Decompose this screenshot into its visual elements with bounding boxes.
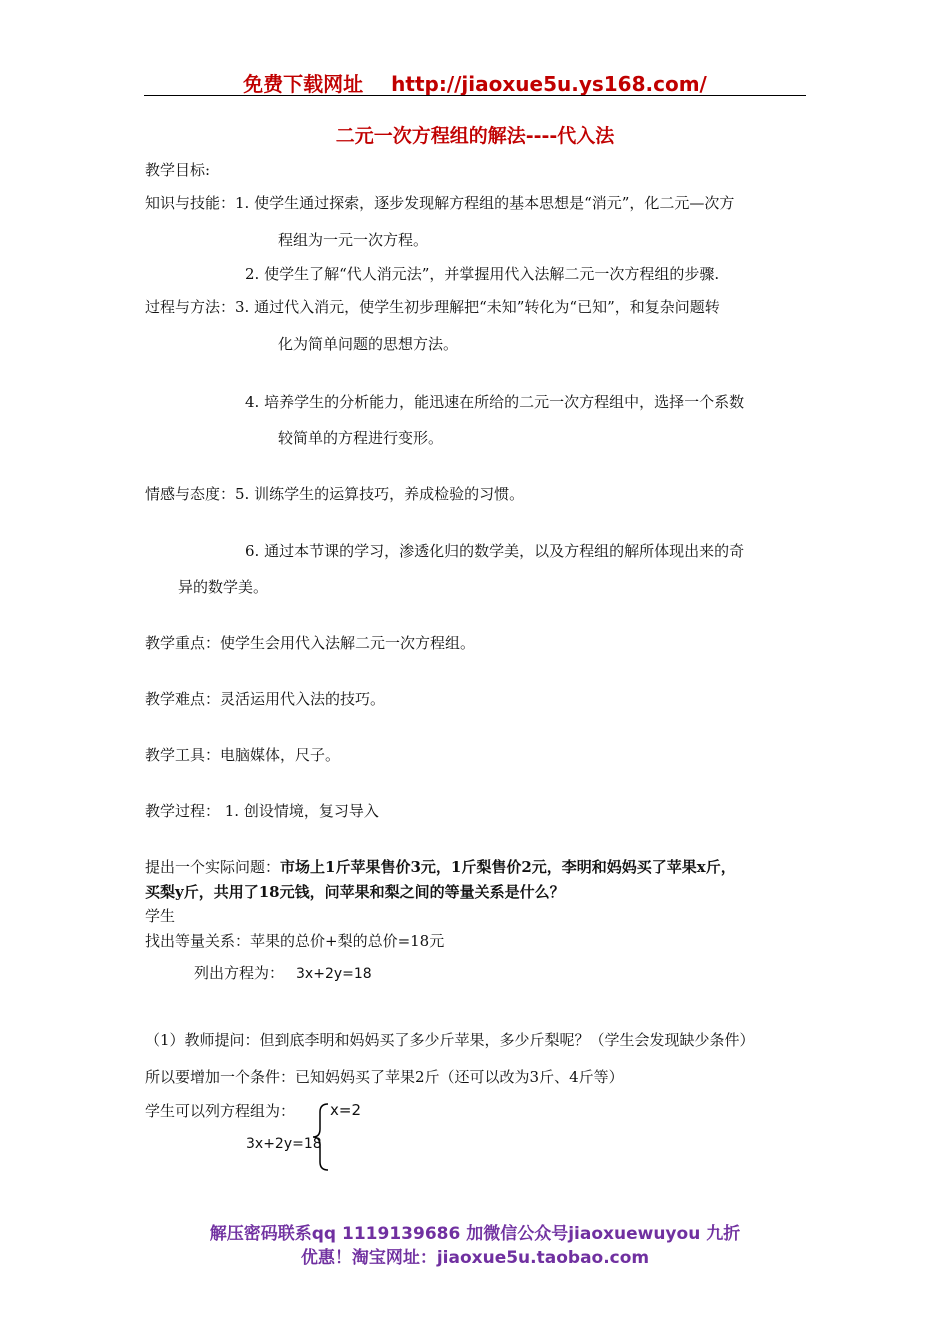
equality-relation: 找出等量关系：苹果的总价+梨的总价=18元 — [145, 932, 445, 950]
process-goal-4a: 4. 培养学生的分析能力，能迅速在所给的二元一次方程组中，选择一个系数 — [245, 393, 745, 411]
student-label: 学生 — [145, 907, 176, 925]
process-goal-3b: 化为简单问题的思想方法。 — [278, 335, 459, 353]
key-point: 教学重点：使学生会用代入法解二元一次方程组。 — [145, 634, 476, 652]
equation-line — [194, 963, 372, 984]
attitude-goal-6a: 6. 通过本节课的学习，渗透化归的数学美，以及方程组的解所体现出来的奇 — [245, 542, 745, 560]
attitude-goal-5: 情感与态度：5. 训练学生的运算技巧，养成检验的习惯。 — [145, 485, 525, 503]
header-label: 免费下载网址 — [243, 72, 364, 96]
footer-line-2: 优惠！淘宝网址：jiaoxue5u.taobao.com — [300, 1248, 650, 1268]
goals-heading: 教学目标: — [145, 161, 211, 179]
problem-statement-2: 买梨y斤，共用了18元钱，问苹果和梨之间的等量关系是什么？ — [145, 883, 565, 901]
page-title: 二元一次方程组的解法----代入法 — [335, 125, 615, 147]
header-divider — [144, 95, 806, 96]
process-goal-4b: 较简单的方程进行变形。 — [278, 429, 444, 447]
knowledge-goal-1a: 知识与技能：1. 使学生通过探索，逐步发现解方程组的基本思想是“消元”，化二元—次方 — [145, 194, 735, 212]
system-label: 学生可以列方程组为： — [145, 1102, 296, 1120]
attitude-goal-6b: 异的数学美。 — [178, 578, 269, 596]
header-banner — [0, 68, 950, 97]
system-equation-2: 3x+2y=18 — [246, 1136, 322, 1152]
teacher-question: （1）教师提问：但到底李明和妈妈买了多少斤苹果，多少斤梨呢？（学生会发现缺少条件） — [145, 1031, 755, 1049]
process-goal-3a: 过程与方法：3. 通过代入消元，使学生初步理解把“未知”转化为“已知”，和复杂问题转 — [145, 298, 720, 316]
header-url-link[interactable]: http://jiaoxue5u.ys168.com/ — [391, 72, 707, 96]
problem-line-1 — [145, 857, 736, 877]
knowledge-goal-1b: 程组为一元一次方程。 — [278, 231, 429, 249]
equation: 3x+2y=18 — [296, 966, 372, 982]
equation-label: 列出方程为： — [194, 964, 285, 982]
footer-line-1: 解压密码联系qq 1119139686 加微信公众号jiaoxuewuyou 九折 — [209, 1224, 741, 1244]
problem-label: 提出一个实际问题： — [145, 858, 281, 876]
knowledge-goal-2: 2. 使学生了解“代人消元法”，并掌握用代入法解二元一次方程组的步骤. — [245, 265, 720, 283]
difficulty: 教学难点：灵活运用代入法的技巧。 — [145, 690, 386, 708]
teaching-tools: 教学工具：电脑媒体，尺子。 — [145, 746, 341, 764]
add-condition: 所以要增加一个条件：已知妈妈买了苹果2斤（还可以改为3斤、4斤等） — [145, 1068, 624, 1086]
problem-statement-1: 市场上1斤苹果售价3元，1斤梨售价2元，李明和妈妈买了苹果x斤， — [280, 858, 736, 876]
system-equation-1: x=2 — [330, 1101, 361, 1119]
teaching-process: 教学过程： 1. 创设情境，复习导入 — [145, 802, 379, 820]
